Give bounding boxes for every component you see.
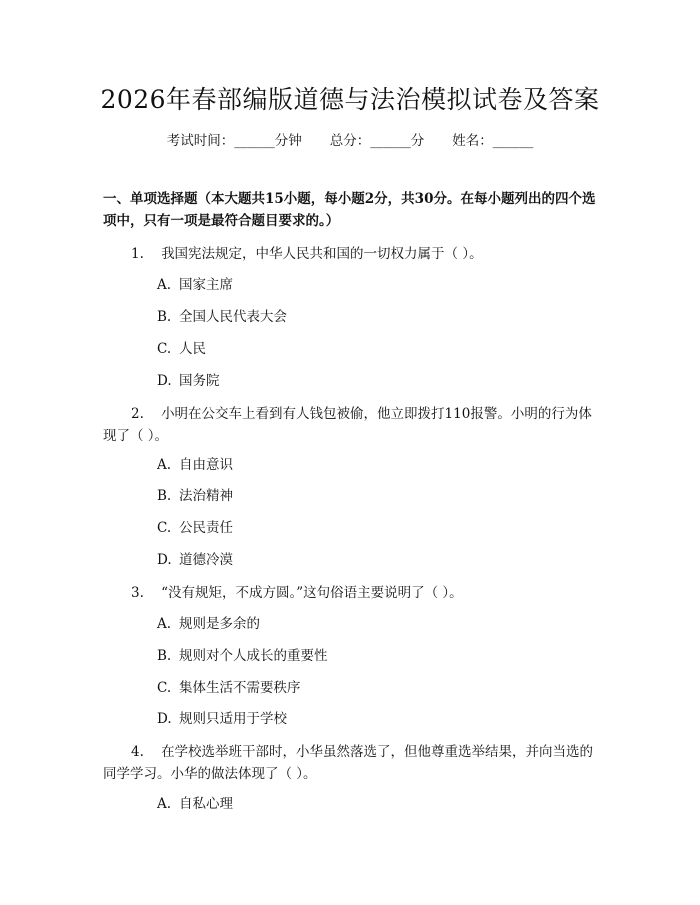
option-text: 自由意识 [179, 457, 233, 473]
question-number: 1. [131, 246, 144, 262]
option-item [157, 678, 301, 698]
option-item [157, 550, 233, 570]
option-text: 集体生活不需要秩序 [179, 680, 301, 696]
question-number: 3. [131, 585, 144, 601]
option-text: 规则是多余的 [179, 616, 260, 632]
option-text: 法治精神 [179, 488, 233, 504]
score-blank: ______ [370, 133, 411, 149]
score-unit: 分 [410, 133, 425, 149]
option-item [157, 518, 233, 538]
option-item [157, 455, 233, 475]
option-letter: A. [157, 457, 172, 473]
time-blank: ______ [234, 133, 275, 149]
option-item [157, 275, 233, 295]
time-unit: 分钟 [274, 133, 302, 149]
option-item [157, 794, 233, 814]
option-text: 规则对个人成长的重要性 [179, 648, 328, 664]
option-text: 道德冷漠 [179, 552, 233, 568]
option-text: 国家主席 [179, 277, 233, 293]
option-item [157, 486, 233, 506]
question-stem [103, 741, 595, 785]
option-item [157, 646, 328, 666]
option-item [157, 614, 260, 634]
score-label: 总分： [329, 133, 371, 149]
question-text: 在学校选举班干部时，小华虽然落选了，但他尊重选举结果，并向当选的同学学习。小华的做法体现了（ ）。 [103, 744, 594, 782]
name-blank: ______ [492, 133, 534, 149]
option-text: 公民责任 [179, 520, 233, 536]
option-text: 人民 [179, 341, 206, 357]
option-item [157, 307, 287, 327]
exam-info-line [0, 131, 700, 151]
option-letter: D. [157, 373, 172, 389]
option-item [157, 339, 206, 359]
question-text: “没有规矩，不成方圆。”这句俗语主要说明了（ ）。 [161, 585, 463, 601]
option-letter: A. [157, 796, 172, 812]
time-label: 考试时间： [166, 133, 235, 149]
option-item [157, 709, 287, 729]
option-text: 全国人民代表大会 [179, 309, 287, 325]
option-letter: D. [157, 552, 172, 568]
option-letter: D. [157, 711, 172, 727]
option-letter: B. [157, 648, 172, 664]
question-stem [103, 243, 595, 265]
name-label: 姓名： [452, 133, 493, 149]
option-item [157, 371, 220, 391]
option-letter: A. [157, 277, 172, 293]
option-text: 自私心理 [179, 796, 233, 812]
question-number: 2. [131, 406, 144, 422]
question-stem [103, 403, 595, 447]
section-heading: 一、单项选择题（本大题共15小题，每小题2分，共30分。在每小题列出的四个选项中，只有一项是最符合题目要求的。） [103, 191, 596, 229]
option-text: 国务院 [179, 373, 220, 389]
page-title: 2026年春部编版道德与法治模拟试卷及答案 [100, 85, 600, 114]
option-letter: B. [157, 309, 172, 325]
question-text: 小明在公交车上看到有人钱包被偷，他立即拨打110报警。小明的行为体现了（ ）。 [103, 406, 592, 444]
question-text: 我国宪法规定，中华人民共和国的一切权力属于（ ）。 [161, 246, 483, 262]
option-letter: A. [157, 616, 172, 632]
option-letter: C. [157, 341, 172, 357]
option-letter: C. [157, 680, 172, 696]
option-letter: B. [157, 488, 172, 504]
option-text: 规则只适用于学校 [179, 711, 287, 727]
option-letter: C. [157, 520, 172, 536]
question-number: 4. [131, 744, 144, 760]
question-stem [103, 582, 595, 604]
